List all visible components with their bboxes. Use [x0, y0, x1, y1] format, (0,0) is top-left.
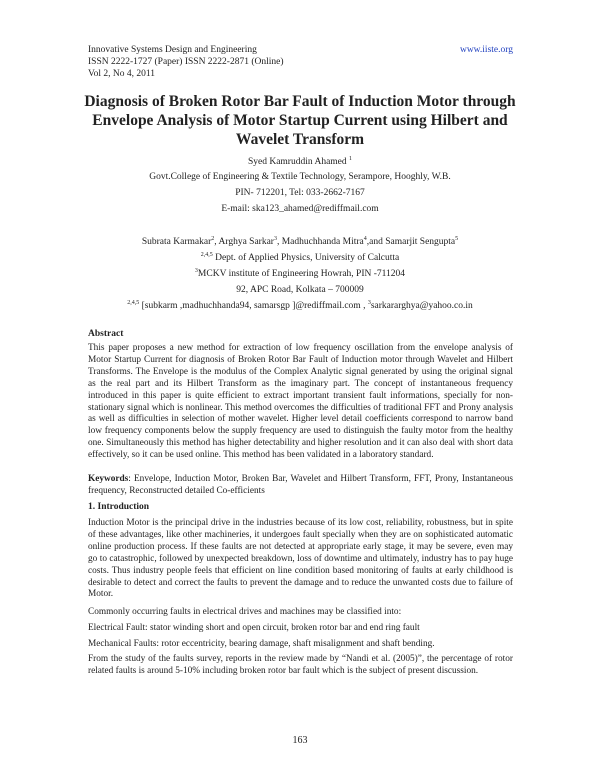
- intro-paragraph-2: Commonly occurring faults in electrical drives and machines may be classified into:: [88, 607, 402, 617]
- email2-sup: 3: [367, 299, 371, 306]
- dept-sup: 2,4,5: [200, 251, 213, 258]
- intro-paragraph-5: From the study of the faults survey, reports in the review made by “Nandi et al. (2005)”, the percentage of rotor related faults is around 5-10% including broken rotor bar fault which is the subject of present discussion.: [88, 654, 513, 676]
- keywords-text: : Envelope, Induction Motor, Broken Bar, Wavelet and Hilbert Transform, FFT, Prony, Instantaneous frequency, Reconstructed detailed Co-efficients: [88, 474, 513, 496]
- author-3-sup: 3: [273, 235, 277, 242]
- author-1-pin: PIN- 712201, Tel: 033-2662-7167: [235, 188, 365, 198]
- author-4-name: , Madhuchhanda Mitra: [276, 237, 364, 247]
- keywords: [88, 474, 513, 498]
- paper-title: Diagnosis of Broken Rotor Bar Fault of Induction Motor through Envelope Analysis of Motor Startup Current using Hilbert and Wavelet Transform: [84, 93, 516, 148]
- website-link[interactable]: www.iiste.org: [459, 45, 513, 55]
- email2-text: sarkararghya@yahoo.co.in: [370, 301, 473, 311]
- author-2-sup: 2: [211, 235, 215, 242]
- author-5-sup: 5: [455, 235, 459, 242]
- intro-paragraph-1: Induction Motor is the principal drive in the industries because of its low cost, reliability, robustness, but in spite of these advantages, like other machineries, it undergoes fault specially when they are on sophisticated automatic online production process. If these faults are not detected at appropriate early stage, it may be severe, even may go to catastrophic, followed by unexpected breakdown, loss of downtime and ultimately, industry has to pay huge costs. Thus industry people feels that efficient on line condition based monitoring of faults at early childhood is desirable to detect and correct the faults to prevent the damage and to reduce the unwanted costs due to failure of Motor.: [88, 518, 513, 600]
- address-line: 92, APC Road, Kolkata – 700009: [236, 285, 364, 295]
- author-1: [0, 156, 600, 168]
- volume-line: Vol 2, No 4, 2011: [88, 69, 156, 79]
- author-3-name: , Arghya Sarkar: [214, 237, 274, 247]
- intro-heading: 1. Introduction: [88, 502, 150, 512]
- inst-text: MCKV institute of Engineering Howrah, PIN -711204: [197, 269, 406, 279]
- authors-2: [0, 236, 600, 248]
- intro-paragraph-4: Mechanical Faults: rotor eccentricity, bearing damage, shaft misalignment and shaft bending.: [88, 639, 435, 649]
- dept-text: Dept. of Applied Physics, University of Calcutta: [212, 253, 400, 263]
- author-2-name: Subrata Karmakar: [141, 237, 212, 247]
- emails-line: [0, 300, 600, 312]
- author-1-sup: 1: [349, 155, 353, 162]
- keywords-label: Keywords: [88, 474, 129, 484]
- journal-name: Innovative Systems Design and Engineering: [88, 45, 257, 55]
- author-1-name: Syed Kamruddin Ahamed: [247, 157, 347, 167]
- dept-affiliation: [0, 252, 600, 264]
- abstract-heading: Abstract: [88, 329, 124, 339]
- email-sup: 2,4,5: [127, 299, 140, 306]
- author-5-name: ,and Samarjit Sengupta: [366, 237, 456, 247]
- author-1-email: E-mail: ska123_ahamed@rediffmail.com: [221, 204, 379, 214]
- page-number: 163: [292, 735, 308, 746]
- email-text: [subkarm ,madhuchhanda94, samarsgp ]@rediffmail.com ,: [139, 301, 368, 311]
- abstract-text: This paper proposes a new method for extraction of low frequency oscillation from the envelope analysis of Motor Startup Current for diagnosis of Broken Rotor Bar Fault of Induction motor through Wavelet and Hilbert Transforms. The Envelope is the modulus of the Complex Analytic signal generated by using the original signal as the real part and its Hilbert Transform as the imaginary part. The concept of instantaneous frequency introduced in this paper is quite efficient to extract important transient fault informations, specially for non- stationary signal which is nonlinear. This method overcomes the difficulties of traditional FFT and Prony analysis as well as difficulties in selection of mother wavelet. Higher level detail coefficients correspond to narrow band low frequency components below the supply frequency are used to distinguish the faulty motor from the healthy one. Simultaneously this method has higher detectability and higher resolution and it can also deal with short data effectively, so it can be used online. This method has been validated in a laboratory standard.: [88, 343, 513, 461]
- inst-sup: 3: [194, 267, 198, 274]
- author-1-affiliation: Govt.College of Engineering & Textile Technology, Serampore, Hooghly, W.B.: [149, 172, 451, 182]
- inst-affiliation: [0, 268, 600, 280]
- intro-paragraph-3: Electrical Fault: stator winding short and open circuit, broken rotor bar and end ring fault: [88, 623, 420, 633]
- author-4-sup: 4: [363, 235, 367, 242]
- issn-line: ISSN 2222-1727 (Paper) ISSN 2222-2871 (Online): [88, 57, 284, 67]
